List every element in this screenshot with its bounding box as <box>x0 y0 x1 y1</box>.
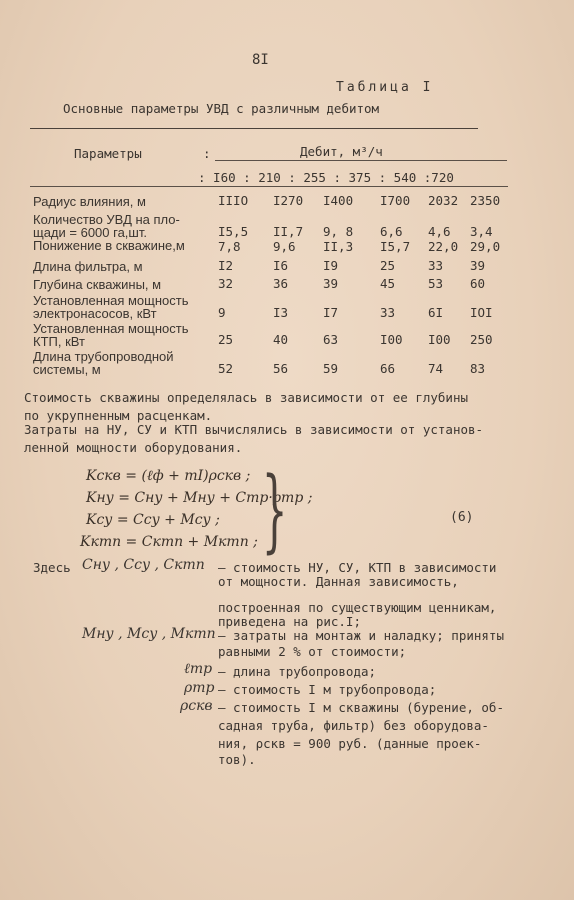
row-label: Радиус влияния, м <box>33 194 146 209</box>
table-caption: Основные параметры УВД с различным дебитом <box>63 101 380 116</box>
table-cell: 60 <box>470 276 486 291</box>
definition-text: равными 2 % от стоимости; <box>218 644 407 659</box>
table-cell: II,3 <box>323 239 354 254</box>
table-cell: I270 <box>273 193 304 208</box>
table-cell: 250 <box>470 332 493 347</box>
table-cell: 56 <box>273 361 289 376</box>
table-cell: 9,6 <box>273 239 296 254</box>
table-cell: 83 <box>470 361 486 376</box>
table-cell: 33 <box>428 258 444 273</box>
table-cell: 2032 <box>428 193 459 208</box>
definition-text: приведена на рис.I; <box>218 614 361 629</box>
table-cell: 52 <box>218 361 234 376</box>
right-brace: } <box>261 458 288 563</box>
table-cell: 25 <box>218 332 234 347</box>
table-label: Таблица I <box>336 80 434 95</box>
row-label: Количество УВД на пло- щади = 6000 га,шт. <box>33 212 180 240</box>
table-cell: 45 <box>380 276 396 291</box>
table-cell: 4,6 <box>428 224 451 239</box>
definition-text: – стоимость НУ, СУ, КТП в зависимости <box>218 560 497 575</box>
definition-text: от мощности. Данная зависимость, <box>218 574 459 589</box>
table-cell: 40 <box>273 332 289 347</box>
formula-line: Kсу = Cсу + Mсу ; <box>86 512 220 528</box>
table-cell: 74 <box>428 361 444 376</box>
definition-text: тов). <box>218 752 256 767</box>
header-params: Параметры <box>74 146 142 161</box>
table-cell: 6,6 <box>380 224 403 239</box>
table-cell: I6 <box>273 258 289 273</box>
table-cell: 63 <box>323 332 339 347</box>
header-bottom-rule <box>30 186 508 187</box>
table-cell: 22,0 <box>428 239 459 254</box>
row-label: Глубина скважины, м <box>33 277 162 292</box>
row-label: Понижение в скважине,м <box>33 238 185 253</box>
table-cell: I2 <box>218 258 234 273</box>
table-cell: 25 <box>380 258 396 273</box>
table-cell: 59 <box>323 361 339 376</box>
table-cell: I00 <box>428 332 451 347</box>
definition-symbol: Mну , Mсу , Mктп <box>82 626 216 642</box>
table-cell: 36 <box>273 276 289 291</box>
paragraph-line: Затраты на НУ, СУ и КТП вычислялись в зависимости от установ- <box>24 422 484 437</box>
header-sep: : <box>203 146 211 161</box>
debit-values: : I60 : 210 : 255 : 375 : 540 :720 <box>198 170 454 185</box>
definition-text: садная труба, фильтр) без оборудова- <box>218 718 489 733</box>
table-cell: 2350 <box>470 193 501 208</box>
definition-text: – длина трубопровода; <box>218 664 377 679</box>
table-cell: 29,0 <box>470 239 501 254</box>
table-cell: II,7 <box>273 224 304 239</box>
page-number: 8I <box>252 52 269 68</box>
definition-symbol: ρтр <box>184 680 215 696</box>
table-cell: 32 <box>218 276 234 291</box>
definition-text: ния, ρскв = 900 руб. (данные проек- <box>218 736 482 751</box>
table-cell: IIIO <box>218 193 249 208</box>
equation-number: (6) <box>450 510 474 525</box>
paragraph-line: Стоимость скважины определялась в зависимости от ее глубины <box>24 390 469 405</box>
table-cell: 9 <box>218 305 226 320</box>
paragraph-line: ленной мощности оборудования. <box>24 440 243 455</box>
table-cell: 6I <box>428 305 444 320</box>
formula-line: Kскв = (ℓф + mI)ρскв ; <box>86 468 251 484</box>
header-debit: Дебит, м³/ч <box>300 144 383 159</box>
table-cell: I400 <box>323 193 354 208</box>
here-label: Здесь <box>33 560 71 575</box>
definition-text: построенная по существующим ценникам, <box>218 600 497 615</box>
table-cell: 39 <box>323 276 339 291</box>
table-cell: I5,5 <box>218 224 249 239</box>
table-cell: I5,7 <box>380 239 411 254</box>
table-cell: 7,8 <box>218 239 241 254</box>
table-cell: I00 <box>380 332 403 347</box>
definition-text: – стоимость I м трубопровода; <box>218 682 437 697</box>
definition-text: – затраты на монтаж и наладку; приняты <box>218 628 504 643</box>
row-label: Установленная мощность электронасосов, кВт <box>33 293 189 321</box>
table-cell: 9, 8 <box>323 224 354 239</box>
row-label: Установленная мощность КТП, кВт <box>33 321 189 349</box>
definition-symbol: ℓтр <box>184 661 213 677</box>
row-label: Длина трубопроводной системы, м <box>33 349 174 377</box>
row-label: Длина фильтра, м <box>33 259 143 274</box>
table-cell: 53 <box>428 276 444 291</box>
table-cell: I3 <box>273 305 289 320</box>
table-cell: 33 <box>380 305 396 320</box>
header-inner-rule <box>215 160 507 161</box>
table-cell: 3,4 <box>470 224 493 239</box>
paragraph-line: по укрупненным расценкам. <box>24 408 213 423</box>
table-cell: IOI <box>470 305 493 320</box>
table-cell: I700 <box>380 193 411 208</box>
table-cell: 66 <box>380 361 396 376</box>
formula-line: Kну = Cну + Mну + Cтр·ρтр ; <box>86 490 313 506</box>
formula-line: Kктп = Cктп + Mктп ; <box>80 534 258 550</box>
table-cell: 39 <box>470 258 486 273</box>
definition-text: – стоимость I м скважины (бурение, об- <box>218 700 504 715</box>
table-cell: I7 <box>323 305 339 320</box>
definition-symbol: ρскв <box>180 698 213 714</box>
table-cell: I9 <box>323 258 339 273</box>
definition-symbol: Cну , Cсу , Cктп <box>82 557 205 573</box>
table-top-rule <box>30 128 478 129</box>
